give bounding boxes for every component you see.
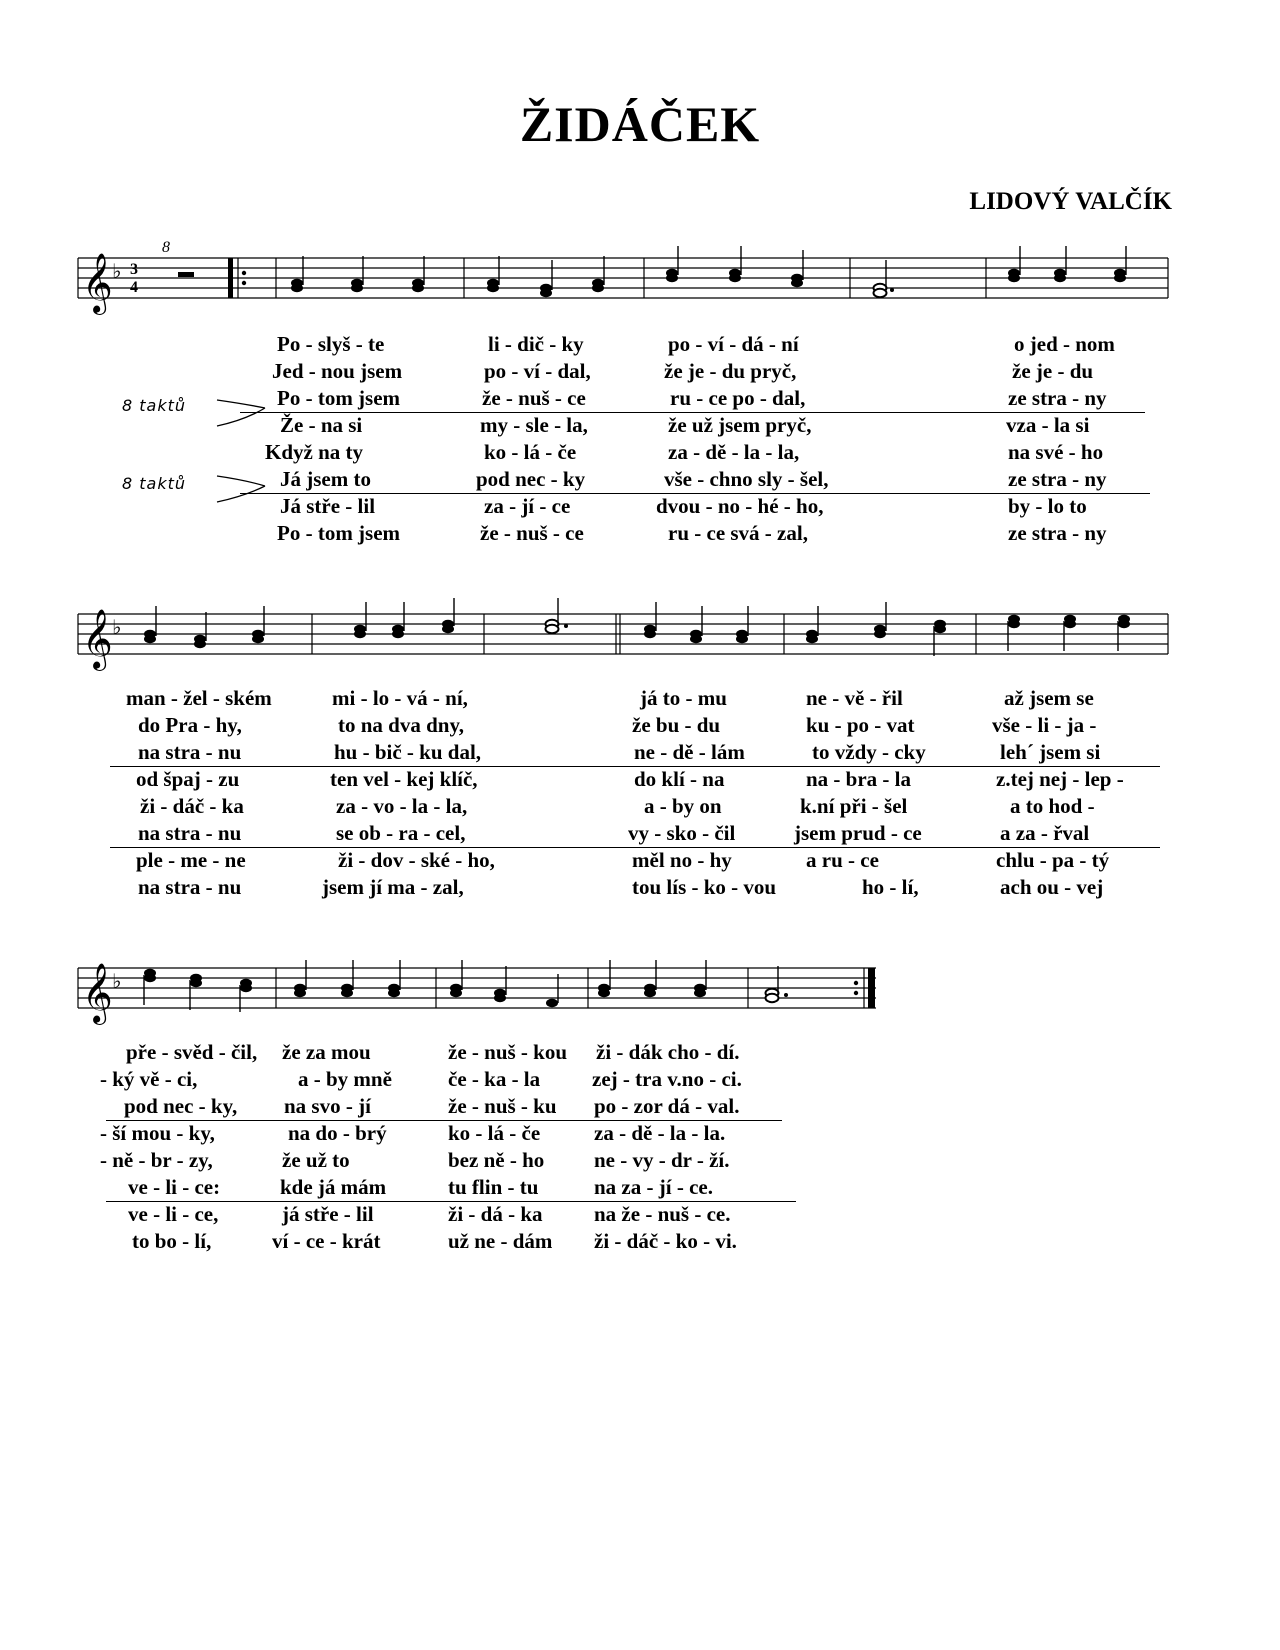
song-title: ŽIDÁČEK [519, 96, 761, 152]
lyric-line: ple - me - ne ži - dov - ské - ho, měl no - hy a ru - ce chlu - pa - tý [136, 848, 1110, 872]
lyric-line: Po - slyš - te li - dič - ky po - ví - dá - ní o jed - nom [277, 332, 1115, 356]
lyric-line: ži - dáč - ka za - vo - la - la, a - by on k.ní při - šel a to hod - [140, 794, 1095, 818]
lyric-line: pod nec - ky, na svo - jí že - nuš - ku po - zor dá - val. [106, 1094, 782, 1121]
lyric-line: na stra - nu se ob - ra - cel, vy - sko - čil jsem prud - ce a za - řval [110, 821, 1160, 848]
lyric-line: - ký vě - ci, a - by mně če - ka - la zej - tra v.no - ci. [100, 1067, 742, 1091]
lyric-line: ve - li - ce: kde já mám tu flin - tu na za - jí - ce. [106, 1175, 796, 1202]
margin-note-2: 8 taktů [122, 474, 187, 493]
svg-text:3: 3 [130, 261, 138, 278]
lyric-line: Že - na si my - sle - la, že už jsem pryč, vza - la si [280, 413, 1090, 437]
lyric-line: Já stře - lil za - jí - ce dvou - no - hé - ho, by - lo to [280, 494, 1087, 518]
lyric-line: man - žel - ském mi - lo - vá - ní, já to - mu ne - vě - řil až jsem se [126, 686, 1094, 710]
svg-text:𝄞: 𝄞 [82, 609, 113, 669]
lyric-line: Když na ty ko - lá - če za - dě - la - la, na své - ho [265, 440, 1104, 464]
lyric-line: od špaj - zu ten vel - kej klíč, do klí - na na - bra - la z.tej nej - lep - [136, 767, 1124, 791]
lyric-line: Po - tom jsem že - nuš - ce ru - ce po - dal, ze stra - ny [240, 386, 1145, 413]
lyric-line: Já jsem to pod nec - ky vše - chno sly - šel, ze stra - ny [240, 467, 1150, 494]
lyric-line: - ně - br - zy, že už to bez ně - ho ne - vy - dr - ží. [100, 1148, 730, 1172]
song-subtitle: LIDOVÝ VALČÍK [969, 188, 1172, 215]
svg-text:♭: ♭ [112, 259, 122, 283]
svg-text:4: 4 [130, 279, 138, 296]
lyric-line: na stra - nu hu - bič - ku dal, ne - dě - lám to vždy - cky leh´ jsem si [110, 740, 1160, 767]
margin-note-1: 8 taktů [122, 396, 187, 415]
lyric-line: ve - li - ce, já stře - lil ži - dá - ka na že - nuš - ce. [128, 1202, 731, 1226]
lyric-line: to bo - lí, ví - ce - krát už ne - dám ži - dáč - ko - vi. [132, 1229, 737, 1253]
lyric-line: na stra - nu jsem jí ma - zal, tou lís - ko - vou ho - lí, ach ou - vej [138, 875, 1104, 899]
svg-text:𝄞: 𝄞 [82, 253, 113, 313]
lyric-line: do Pra - hy, to na dva dny, že bu - du ku - po - vat vše - li - ja - [138, 713, 1097, 737]
music-staff-2 [0, 596, 1280, 676]
music-staff-3 [0, 950, 1280, 1030]
svg-text:♭: ♭ [112, 615, 122, 639]
svg-text:8: 8 [162, 239, 170, 256]
lyric-line: Jed - nou jsem po - ví - dal, že je - du pryč, že je - du [272, 359, 1094, 383]
lyric-line: pře - svěd - čil, že za mou že - nuš - kou ži - dák cho - dí. [126, 1040, 740, 1064]
lyric-line: Po - tom jsem že - nuš - ce ru - ce svá - zal, ze stra - ny [277, 521, 1107, 545]
svg-text:♭: ♭ [112, 969, 122, 993]
music-staff-1 [0, 240, 1280, 320]
svg-text:𝄞: 𝄞 [82, 963, 113, 1023]
lyric-line: - ší mou - ky, na do - brý ko - lá - če za - dě - la - la. [100, 1121, 726, 1145]
